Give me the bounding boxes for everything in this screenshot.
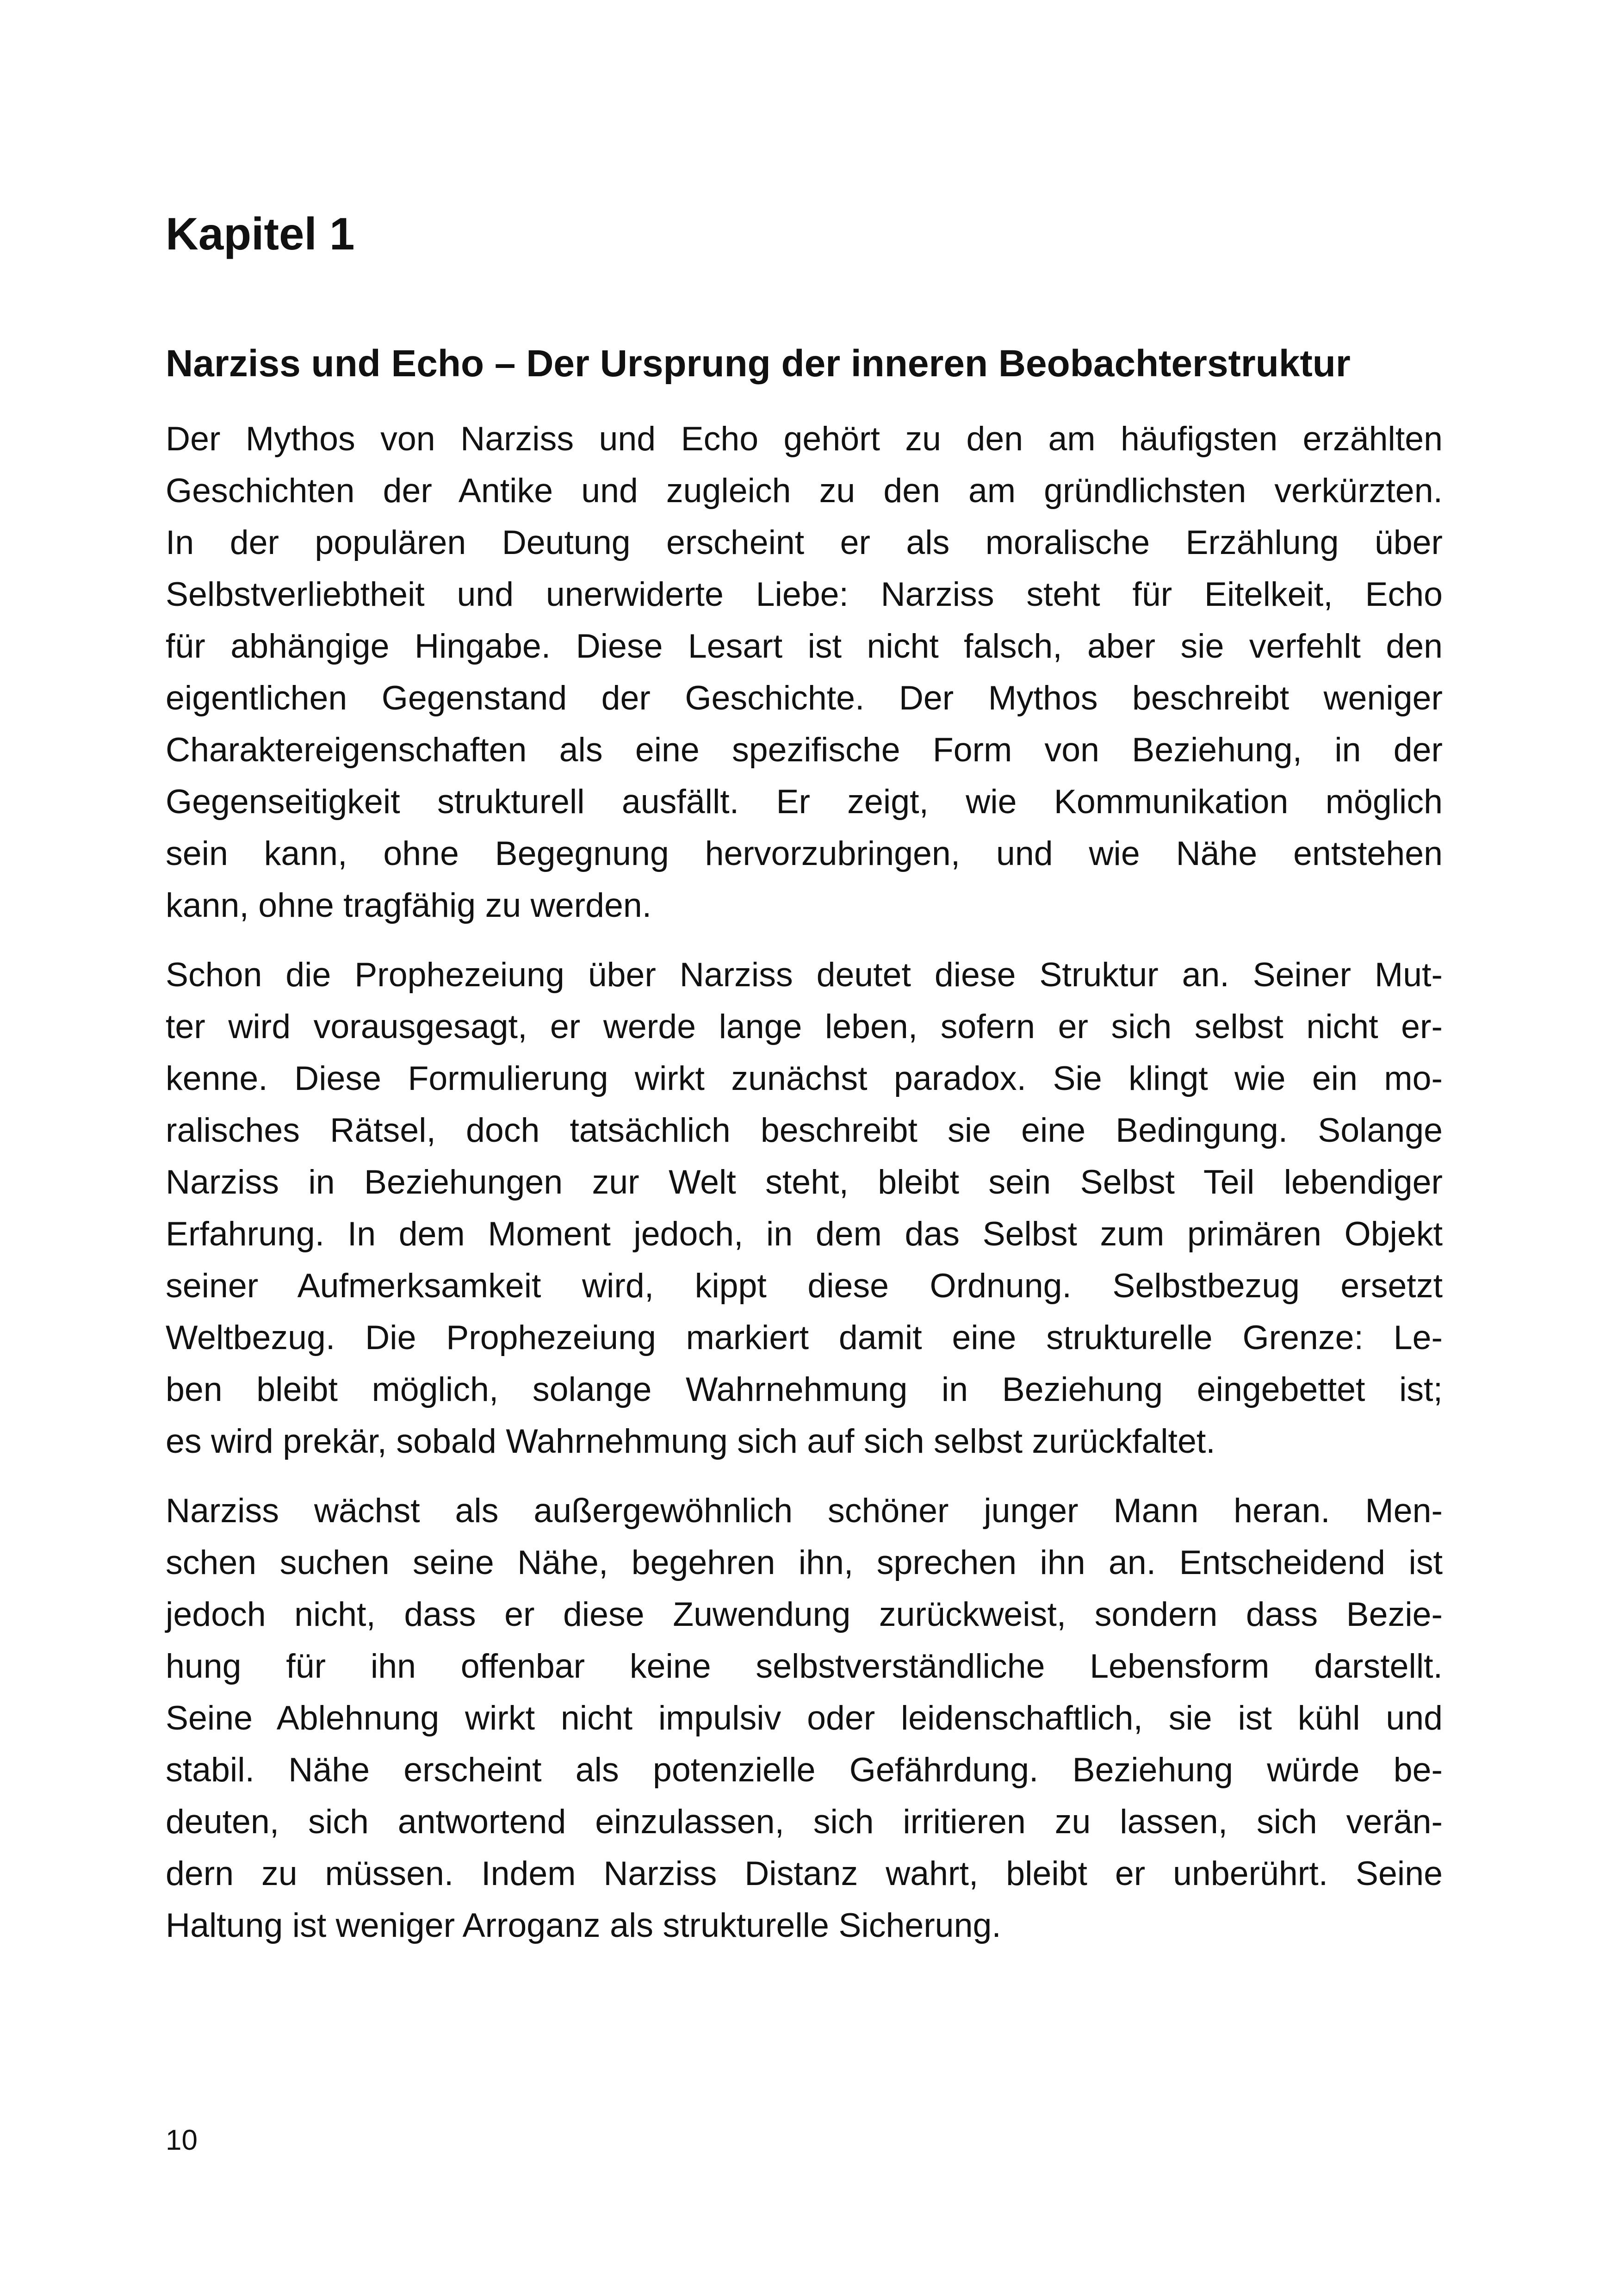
paragraph-2 <box>166 949 1443 1467</box>
paragraph-line: eigentlichen Gegenstand der Geschichte. Der Mythos beschreibt weniger <box>166 678 1443 717</box>
paragraph-line: Schon die Prophezeiung über Narziss deutet diese Struktur an. Seiner Mut- <box>166 955 1443 994</box>
paragraph-line: sein kann, ohne Begegnung hervorzubringen, und wie Nähe entstehen <box>166 834 1443 872</box>
paragraph-line: kann, ohne tragfähig zu werden. <box>166 886 652 924</box>
paragraph-line: Selbstverliebtheit und unerwiderte Liebe: Narziss steht für Eitelkeit, Echo <box>166 575 1443 613</box>
paragraph-line: es wird prekär, sobald Wahrnehmung sich auf sich selbst zurückfaltet. <box>166 1422 1215 1460</box>
paragraph-line: jedoch nicht, dass er diese Zuwendung zurückweist, sondern dass Bezie- <box>166 1595 1443 1633</box>
paragraph-line: Weltbezug. Die Prophezeiung markiert damit eine strukturelle Grenze: Le- <box>166 1318 1443 1356</box>
paragraph-line: Narziss in Beziehungen zur Welt steht, bleibt sein Selbst Teil lebendiger <box>166 1163 1443 1201</box>
chapter-title: Kapitel 1 <box>166 208 355 259</box>
paragraph-line: In der populären Deutung erscheint er als moralische Erzählung über <box>166 523 1443 561</box>
paragraph-line: Haltung ist weniger Arroganz als strukturelle Sicherung. <box>166 1906 1001 1944</box>
page-content <box>166 185 1443 1969</box>
page-number: 10 <box>166 2124 198 2156</box>
paragraph-1 <box>166 413 1443 931</box>
paragraph-line: Charaktereigenschaften als eine spezifische Form von Beziehung, in der <box>166 730 1443 769</box>
paragraph-line: ben bleibt möglich, solange Wahrnehmung in Beziehung eingebettet ist; <box>166 1370 1443 1408</box>
paragraph-line: ralisches Rätsel, doch tatsächlich beschreibt sie eine Bedingung. Solange <box>166 1111 1443 1149</box>
paragraph-line: stabil. Nähe erscheint als potenzielle Gefährdung. Beziehung würde be- <box>166 1750 1443 1789</box>
paragraph-line: schen suchen seine Nähe, begehren ihn, sprechen ihn an. Entscheidend ist <box>166 1543 1443 1581</box>
paragraph-line: Seine Ablehnung wirkt nicht impulsiv oder leidenschaftlich, sie ist kühl und <box>166 1699 1443 1737</box>
paragraph-3 <box>166 1485 1443 1951</box>
paragraph-line: kenne. Diese Formulierung wirkt zunächst paradox. Sie klingt wie ein mo- <box>166 1059 1443 1097</box>
paragraph-line: für abhängige Hingabe. Diese Lesart ist nicht falsch, aber sie verfehlt den <box>166 627 1443 665</box>
paragraph-line: deuten, sich antwortend einzulassen, sich irritieren zu lassen, sich verän- <box>166 1802 1443 1841</box>
section-title: Narziss und Echo – Der Ursprung der inneren Beobachterstruktur <box>166 342 1351 385</box>
paragraph-line: Gegenseitigkeit strukturell ausfällt. Er zeigt, wie Kommunikation möglich <box>166 782 1443 821</box>
paragraph-line: Narziss wächst als außergewöhnlich schöner junger Mann heran. Men- <box>166 1491 1443 1530</box>
paragraph-line: ter wird vorausgesagt, er werde lange leben, sofern er sich selbst nicht er- <box>166 1007 1443 1045</box>
body-text <box>166 413 1443 1951</box>
paragraph-line: Erfahrung. In dem Moment jedoch, in dem das Selbst zum primären Objekt <box>166 1214 1443 1253</box>
paragraph-line: hung für ihn offenbar keine selbstverständliche Lebensform darstellt. <box>166 1647 1443 1685</box>
paragraph-line: Der Mythos von Narziss und Echo gehört zu den am häufigsten erzählten <box>166 419 1443 458</box>
paragraph-line: seiner Aufmerksamkeit wird, kippt diese Ordnung. Selbstbezug ersetzt <box>166 1266 1443 1305</box>
paragraph-line: Geschichten der Antike und zugleich zu den am gründlichsten verkürzten. <box>166 471 1443 510</box>
paragraph-line: dern zu müssen. Indem Narziss Distanz wahrt, bleibt er unberührt. Seine <box>166 1854 1443 1892</box>
